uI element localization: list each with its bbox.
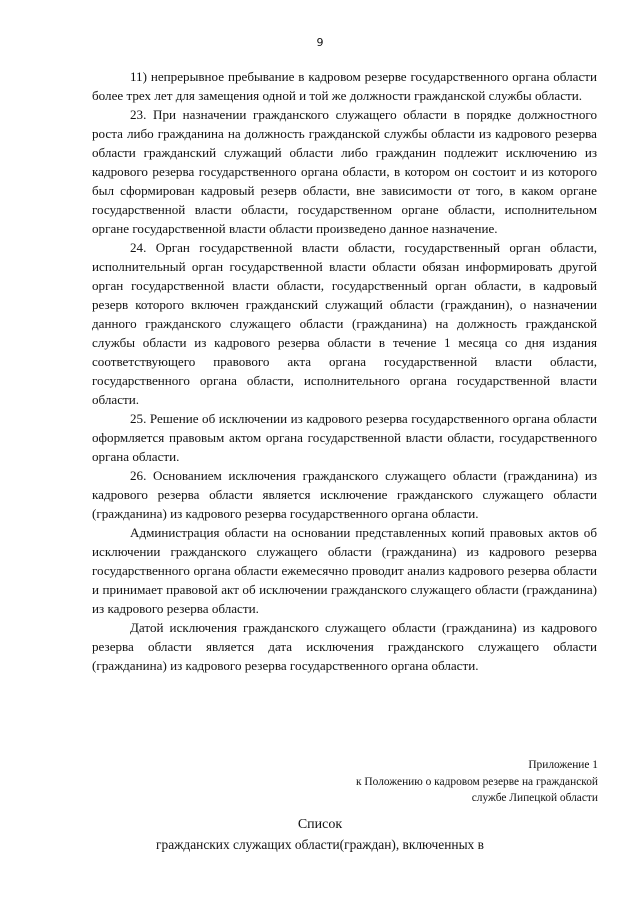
- page-number: 9: [316, 36, 324, 49]
- paragraph-clause-23: 23. При назначении гражданского служащего области в порядке должностного роста либо гражданина на должность гражданской службы области из кадрового резерва области гражданский служащий области либо гражданин подлежит исключению из кадрового резерва государственного органа области, в котором он состоит и из которого был сформирован кадровый резерв области, вне зависимости от того, в каком органе государственной власти области, государственном органе области, исполнительном органе государственной власти области произведено данное назначение.: [92, 107, 597, 236]
- paragraph-administration: Администрация области на основании представленных копий правовых актов об исключении гражданского служащего области (гражданина) из кадрового резерва государственного органа области ежемесячно проводит анализ кадрового резерва области и принимает правовой акт об исключении гражданского служащего области (гражданина) из кадрового резерва области.: [92, 525, 597, 616]
- paragraph-clause-25: 25. Решение об исключении из кадрового резерва государственного органа области оформляется правовым актом органа государственной власти области, государственного органа области.: [92, 411, 597, 464]
- paragraph-clause-24: 24. Орган государственной власти области, государственный орган области, исполнительный орган государственной власти области обязан информировать другой орган государственной власти области, государственный орган области, в кадровый резерв которого включен гражданский служащий области (гражданин), о назначении данного гражданского служащего области (гражданина) на должность гражданской службы области из кадрового резерва области в течение 1 месяца со дня издания соответствующего правового акта органа государственной власти области, государственного органа области, исполнительного органа государственной власти области.: [92, 240, 597, 407]
- paragraph-item-11: 11) непрерывное пребывание в кадровом резерве государственного органа области более трех лет для замещения одной и той же должности гражданской службы области.: [92, 69, 597, 103]
- document-body: [92, 67, 597, 675]
- appendix-number: Приложение 1: [528, 759, 598, 771]
- appendix-reference: к Положению о кадровом резерве на гражданской: [356, 775, 598, 788]
- paragraph-exclusion-date: Датой исключения гражданского служащего области (гражданина) из кадрового резерва области является дата исключения гражданского служащего области (гражданина) из кадрового резерва государственного органа области.: [92, 620, 597, 673]
- paragraph-clause-26: 26. Основанием исключения гражданского служащего области (гражданина) из кадрового резерва области является исключение гражданского служащего области (гражданина) из кадрового резерва государственного органа области.: [92, 468, 597, 521]
- list-title: Список: [297, 817, 343, 832]
- appendix-reference-continued: службе Липецкой области: [471, 792, 598, 804]
- appendix-caption: [268, 757, 598, 807]
- list-subtitle: гражданских служащих области(граждан), включенных в: [156, 837, 484, 852]
